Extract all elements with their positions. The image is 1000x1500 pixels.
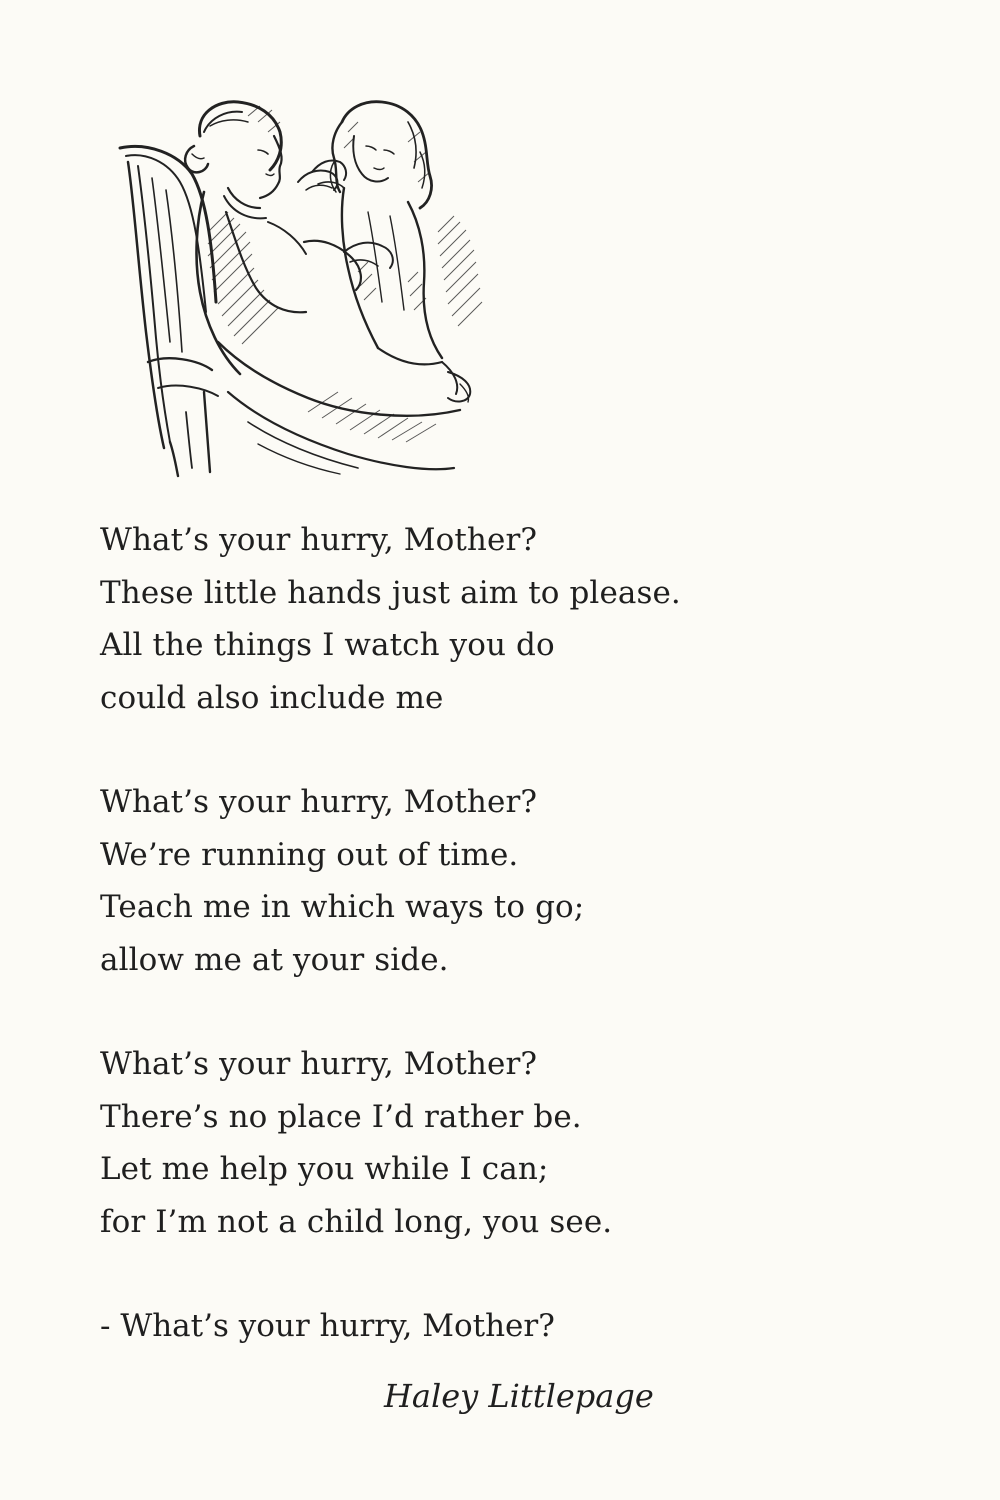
stanza-1 <box>100 514 920 724</box>
poem-line: We’re running out of time. <box>100 836 519 873</box>
stanza-2 <box>100 776 920 986</box>
poem-line: All the things I watch you do <box>100 627 555 663</box>
poem-closing-title: - What’s your hurry, Mother? <box>100 1308 555 1344</box>
poem-line: Teach me in which ways to go; <box>100 889 585 925</box>
poem-line: These little hands just aim to please. <box>100 574 681 611</box>
poem-line: There’s no place I’d rather be. <box>100 1098 582 1135</box>
poem-line: could also include me <box>100 679 444 716</box>
poem-line: for I’m not a child long, you see. <box>100 1203 613 1240</box>
poem-line: Let me help you while I can; <box>100 1151 549 1187</box>
stanza-3 <box>100 1038 920 1248</box>
author-signature: Haley Littlepage <box>384 1377 654 1415</box>
poem-line: What’s your hurry, Mother? <box>100 522 538 558</box>
poem-line: What’s your hurry, Mother? <box>100 784 538 820</box>
poem-line: allow me at your side. <box>100 941 449 978</box>
poem-body <box>100 514 920 1248</box>
mother-and-child-illustration <box>108 92 518 482</box>
engraving-image <box>108 92 518 482</box>
poem-line: What’s your hurry, Mother? <box>100 1046 538 1082</box>
